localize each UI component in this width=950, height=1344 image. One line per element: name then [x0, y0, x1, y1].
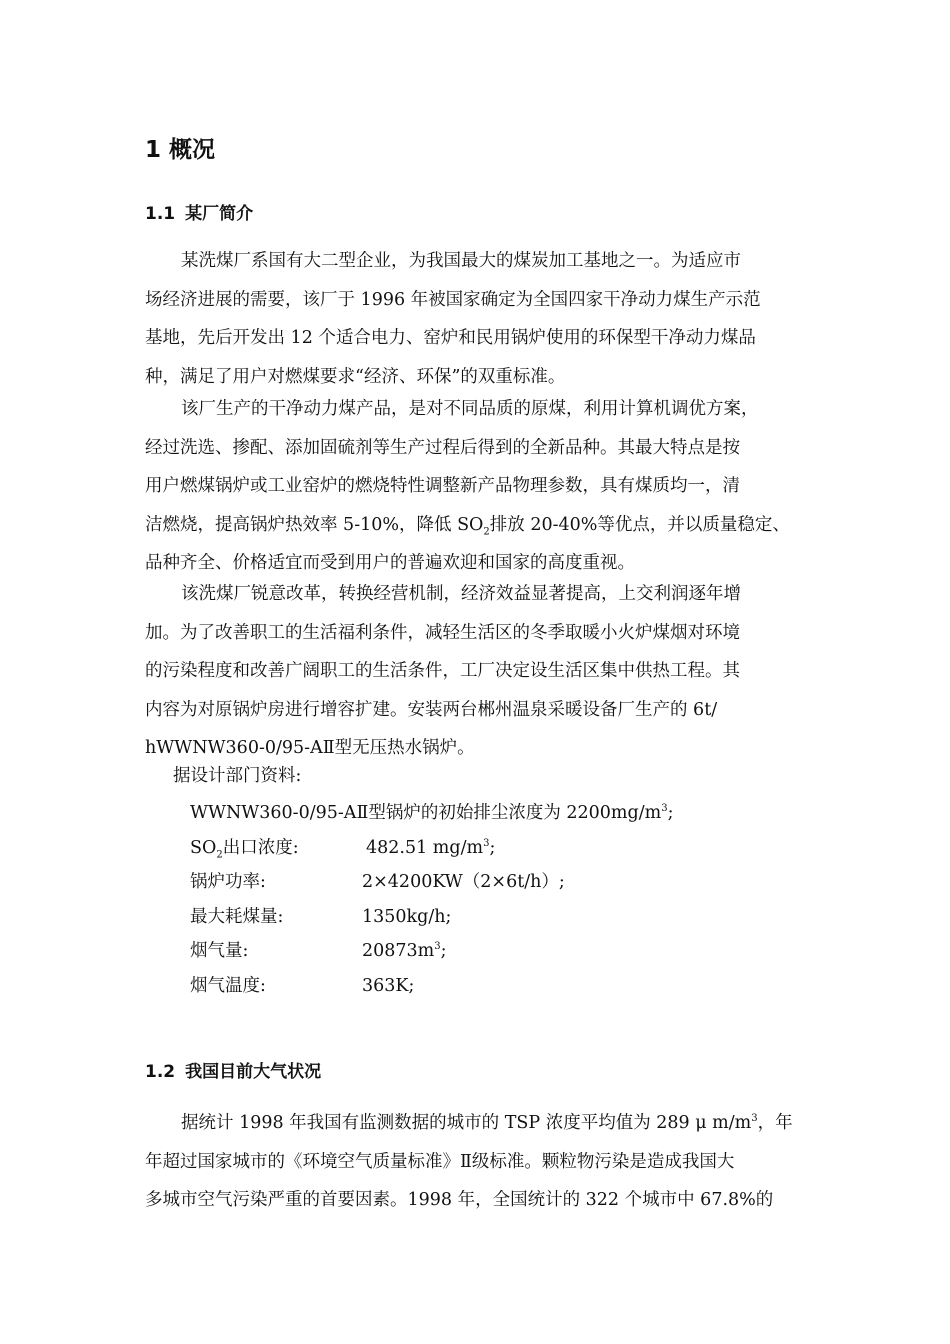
- subscript: 2: [216, 849, 223, 860]
- section-heading-1-2: [145, 1060, 321, 1084]
- text-line: 加。为了改善职工的生活福利条件，减轻生活区的冬季取暖小火炉煤烟对环境: [145, 622, 740, 643]
- text-line: 该洗煤厂锐意改革，转换经营机制，经济效益显著提高，上交利润逐年增: [181, 584, 741, 604]
- param-label: 最大耗煤量:: [190, 906, 284, 927]
- section-number: 1.1: [145, 204, 176, 224]
- chapter-title: 概况: [169, 137, 216, 163]
- param-so2-outlet: [190, 831, 790, 866]
- text-fragment: 据统计 1998 年我国有监测数据的城市的 TSP 浓度平均值为 289 μ m/m: [181, 1113, 752, 1133]
- label-fragment: SO: [190, 837, 217, 858]
- paragraph-air-quality: [145, 1104, 809, 1220]
- superscript: 3: [751, 1113, 758, 1125]
- chapter-heading: [145, 134, 215, 166]
- param-label: 烟气温度:: [190, 975, 266, 996]
- text-line: 该厂生产的干净动力煤产品，是对不同品质的原煤，利用计算机调优方案，: [181, 399, 759, 419]
- param-max-coal: [190, 900, 790, 935]
- section-title: 我国目前大气状况: [185, 1062, 322, 1082]
- chapter-number: 1: [145, 137, 162, 163]
- param-label: 烟气量:: [190, 941, 249, 961]
- param-value: 363K;: [362, 975, 415, 996]
- subscript: 2: [483, 526, 490, 537]
- text-line: 品种齐全、价格适宜而受到用户的普遍欢迎和国家的高度重视。: [145, 553, 635, 573]
- value-tail: ;: [440, 941, 447, 961]
- label-fragment: 出口浓度:: [222, 837, 299, 858]
- param-value: 1350kg/h;: [362, 906, 452, 927]
- text-line: 用户燃煤锅炉或工业窑炉的燃烧特性调整新产品物理参数，具有煤质均一，清: [145, 476, 740, 496]
- boiler-parameter-list: [190, 796, 790, 1003]
- text-line: hWWNW360-0/95-AⅡ型无压热水锅炉。: [145, 738, 475, 758]
- text-fragment: ，年: [757, 1113, 793, 1133]
- text-line: 内容为对原锅炉房进行增容扩建。安装两台郴州温泉采暖设备厂生产的 6t/: [145, 699, 718, 720]
- param-label: [190, 831, 299, 866]
- param-label: 锅炉功率:: [190, 872, 266, 892]
- superscript: 3: [661, 803, 668, 815]
- value-fragment: 482.51 mg/m: [366, 837, 484, 858]
- paragraph-plant-intro: [145, 242, 809, 396]
- text-line: 种，满足了用户对燃煤要求“经济、环保”的双重标准。: [145, 366, 566, 387]
- text-line: 的污染程度和改善广阔职工的生活条件，工厂决定设生活区集中供热工程。其: [145, 661, 740, 681]
- param-tail: ;: [667, 803, 674, 823]
- param-flue-gas-volume: [190, 934, 790, 969]
- param-value: 2×4200KW（2×6t/h）;: [362, 872, 565, 892]
- text-line: 基地，先后开发出 12 个适合电力、窑炉和民用锅炉使用的环保型干净动力煤品: [145, 328, 756, 348]
- param-initial-dust: [190, 796, 790, 831]
- paragraph-reform-heating: [145, 575, 809, 768]
- text-line: 某洗煤厂系国有大二型企业，为我国最大的煤炭加工基地之一。为适应市: [181, 251, 741, 271]
- design-data-lead: 据设计部门资料:: [173, 766, 302, 786]
- superscript: 3: [434, 941, 441, 953]
- superscript: 3: [483, 837, 490, 849]
- value-tail: ;: [489, 837, 496, 858]
- text-line: 多城市空气污染严重的首要因素。1998 年，全国统计的 322 个城市中 67.8%的: [145, 1190, 774, 1210]
- text-line: 场经济进展的需要，该厂于 1996 年被国家确定为全国四家干净动力煤生产示范: [145, 289, 761, 310]
- section-heading-1-1: [145, 202, 253, 226]
- text-line: [145, 506, 809, 545]
- param-boiler-power: [190, 865, 790, 900]
- section-title: 某厂简介: [185, 204, 254, 224]
- text-line: 年超过国家城市的《环境空气质量标准》Ⅱ级标准。颗粒物污染是造成我国大: [145, 1151, 735, 1172]
- text-fragment: 排放 20-40%等优点，并以质量稳定、: [489, 514, 790, 535]
- param-text: [190, 803, 674, 823]
- param-flue-gas-temp: [190, 969, 790, 1004]
- value-fragment: 20873m: [362, 941, 435, 961]
- text-line: 经过洗选、掺配、添加固硫剂等生产过程后得到的全新品种。其最大特点是按: [145, 437, 740, 458]
- param-value: [362, 934, 447, 969]
- param-value: [366, 831, 495, 866]
- text-fragment: 洁燃烧，提高锅炉热效率 5-10%，降低 SO: [145, 514, 484, 535]
- paragraph-product-description: [145, 390, 809, 583]
- section-number: 1.2: [145, 1062, 176, 1082]
- text-line: [145, 1104, 809, 1143]
- param-label: WWNW360-0/95-AⅡ型锅炉的初始排尘浓度为 2200mg/m: [190, 803, 662, 823]
